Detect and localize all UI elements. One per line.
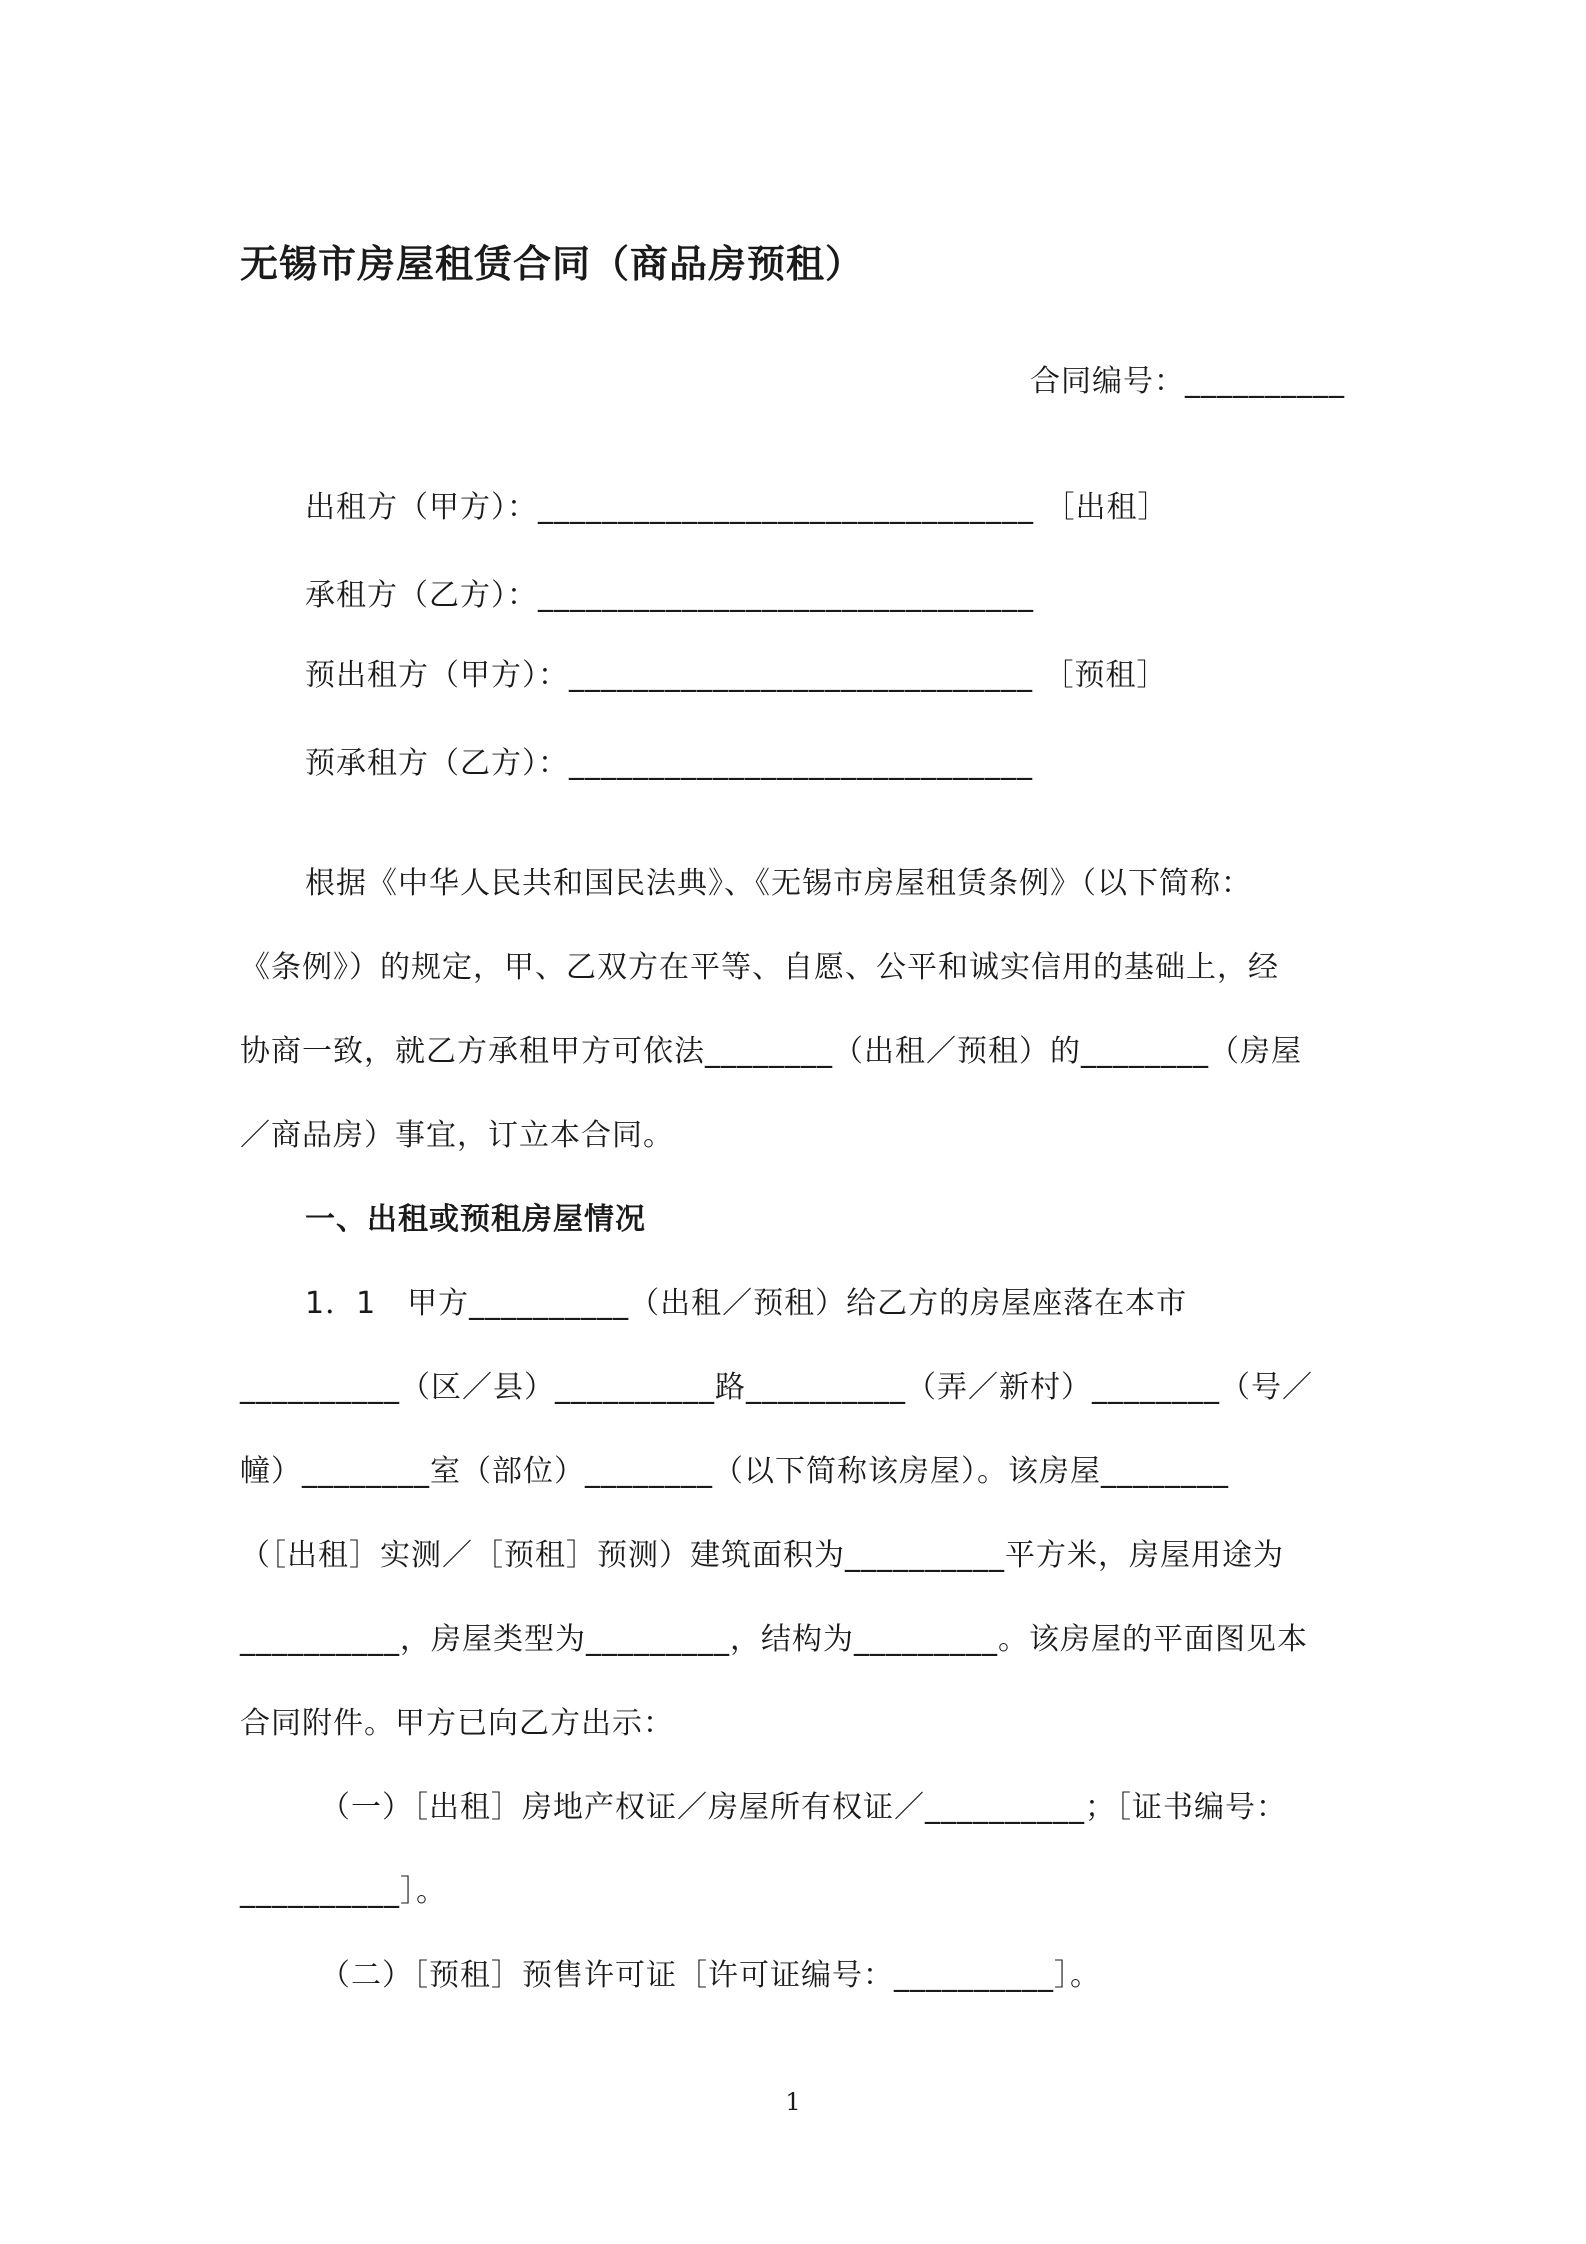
clause-line: 幢）________室（部位）________（以下简称该房屋）。该房屋________ — [240, 1454, 1229, 1489]
party-lessor: 出租方（甲方）：_______________________________ ［出租］ — [305, 490, 1169, 525]
clause-line: __________，房屋类型为_________，结构为_________。该房屋的平面图见本 — [240, 1622, 1308, 1657]
page-number: 1 — [785, 2088, 801, 2116]
party-lessee: 承租方（乙方）：_______________________________ — [305, 578, 1034, 613]
preamble-line: 协商一致，就乙方承租甲方可依法________（出租／预租）的________（房屋 — [240, 1034, 1302, 1069]
party-pre-lessee: 预承租方（乙方）：_____________________________ — [305, 746, 1033, 781]
item-line: __________］。 — [240, 1874, 447, 1909]
document-title: 无锡市房屋租赁合同（商品房预租） — [240, 242, 865, 286]
clause-line: 1．1 甲方__________（出租／预租）给乙方的房屋座落在本市 — [305, 1286, 1188, 1321]
clause-line: __________（区／县）__________路__________（弄／新村）________（号／ — [240, 1370, 1313, 1405]
item-line: （一）［出租］房地产权证／房屋所有权证／__________；［证书编号： — [320, 1790, 1287, 1825]
clause-line: 合同附件。甲方已向乙方出示： — [240, 1706, 674, 1741]
preamble-line: ／商品房）事宜，订立本合同。 — [240, 1118, 674, 1153]
party-pre-lessor: 预出租方（甲方）：_____________________________ ［预租］ — [305, 658, 1168, 693]
clause-line: （［出租］实测／［预租］预测）建筑面积为__________平方米，房屋用途为 — [240, 1538, 1284, 1573]
contract-number: 合同编号：__________ — [1030, 364, 1345, 399]
preamble-line: 《条例》）的规定，甲、乙双方在平等、自愿、公平和诚实信用的基础上，经 — [240, 950, 1279, 985]
section-heading: 一、出租或预租房屋情况 — [305, 1202, 646, 1237]
preamble-line: 根据《中华人民共和国民法典》、《无锡市房屋租赁条例》（以下简称： — [305, 866, 1252, 901]
item-line: （二）［预租］预售许可证［许可证编号：__________］。 — [320, 1958, 1101, 1993]
